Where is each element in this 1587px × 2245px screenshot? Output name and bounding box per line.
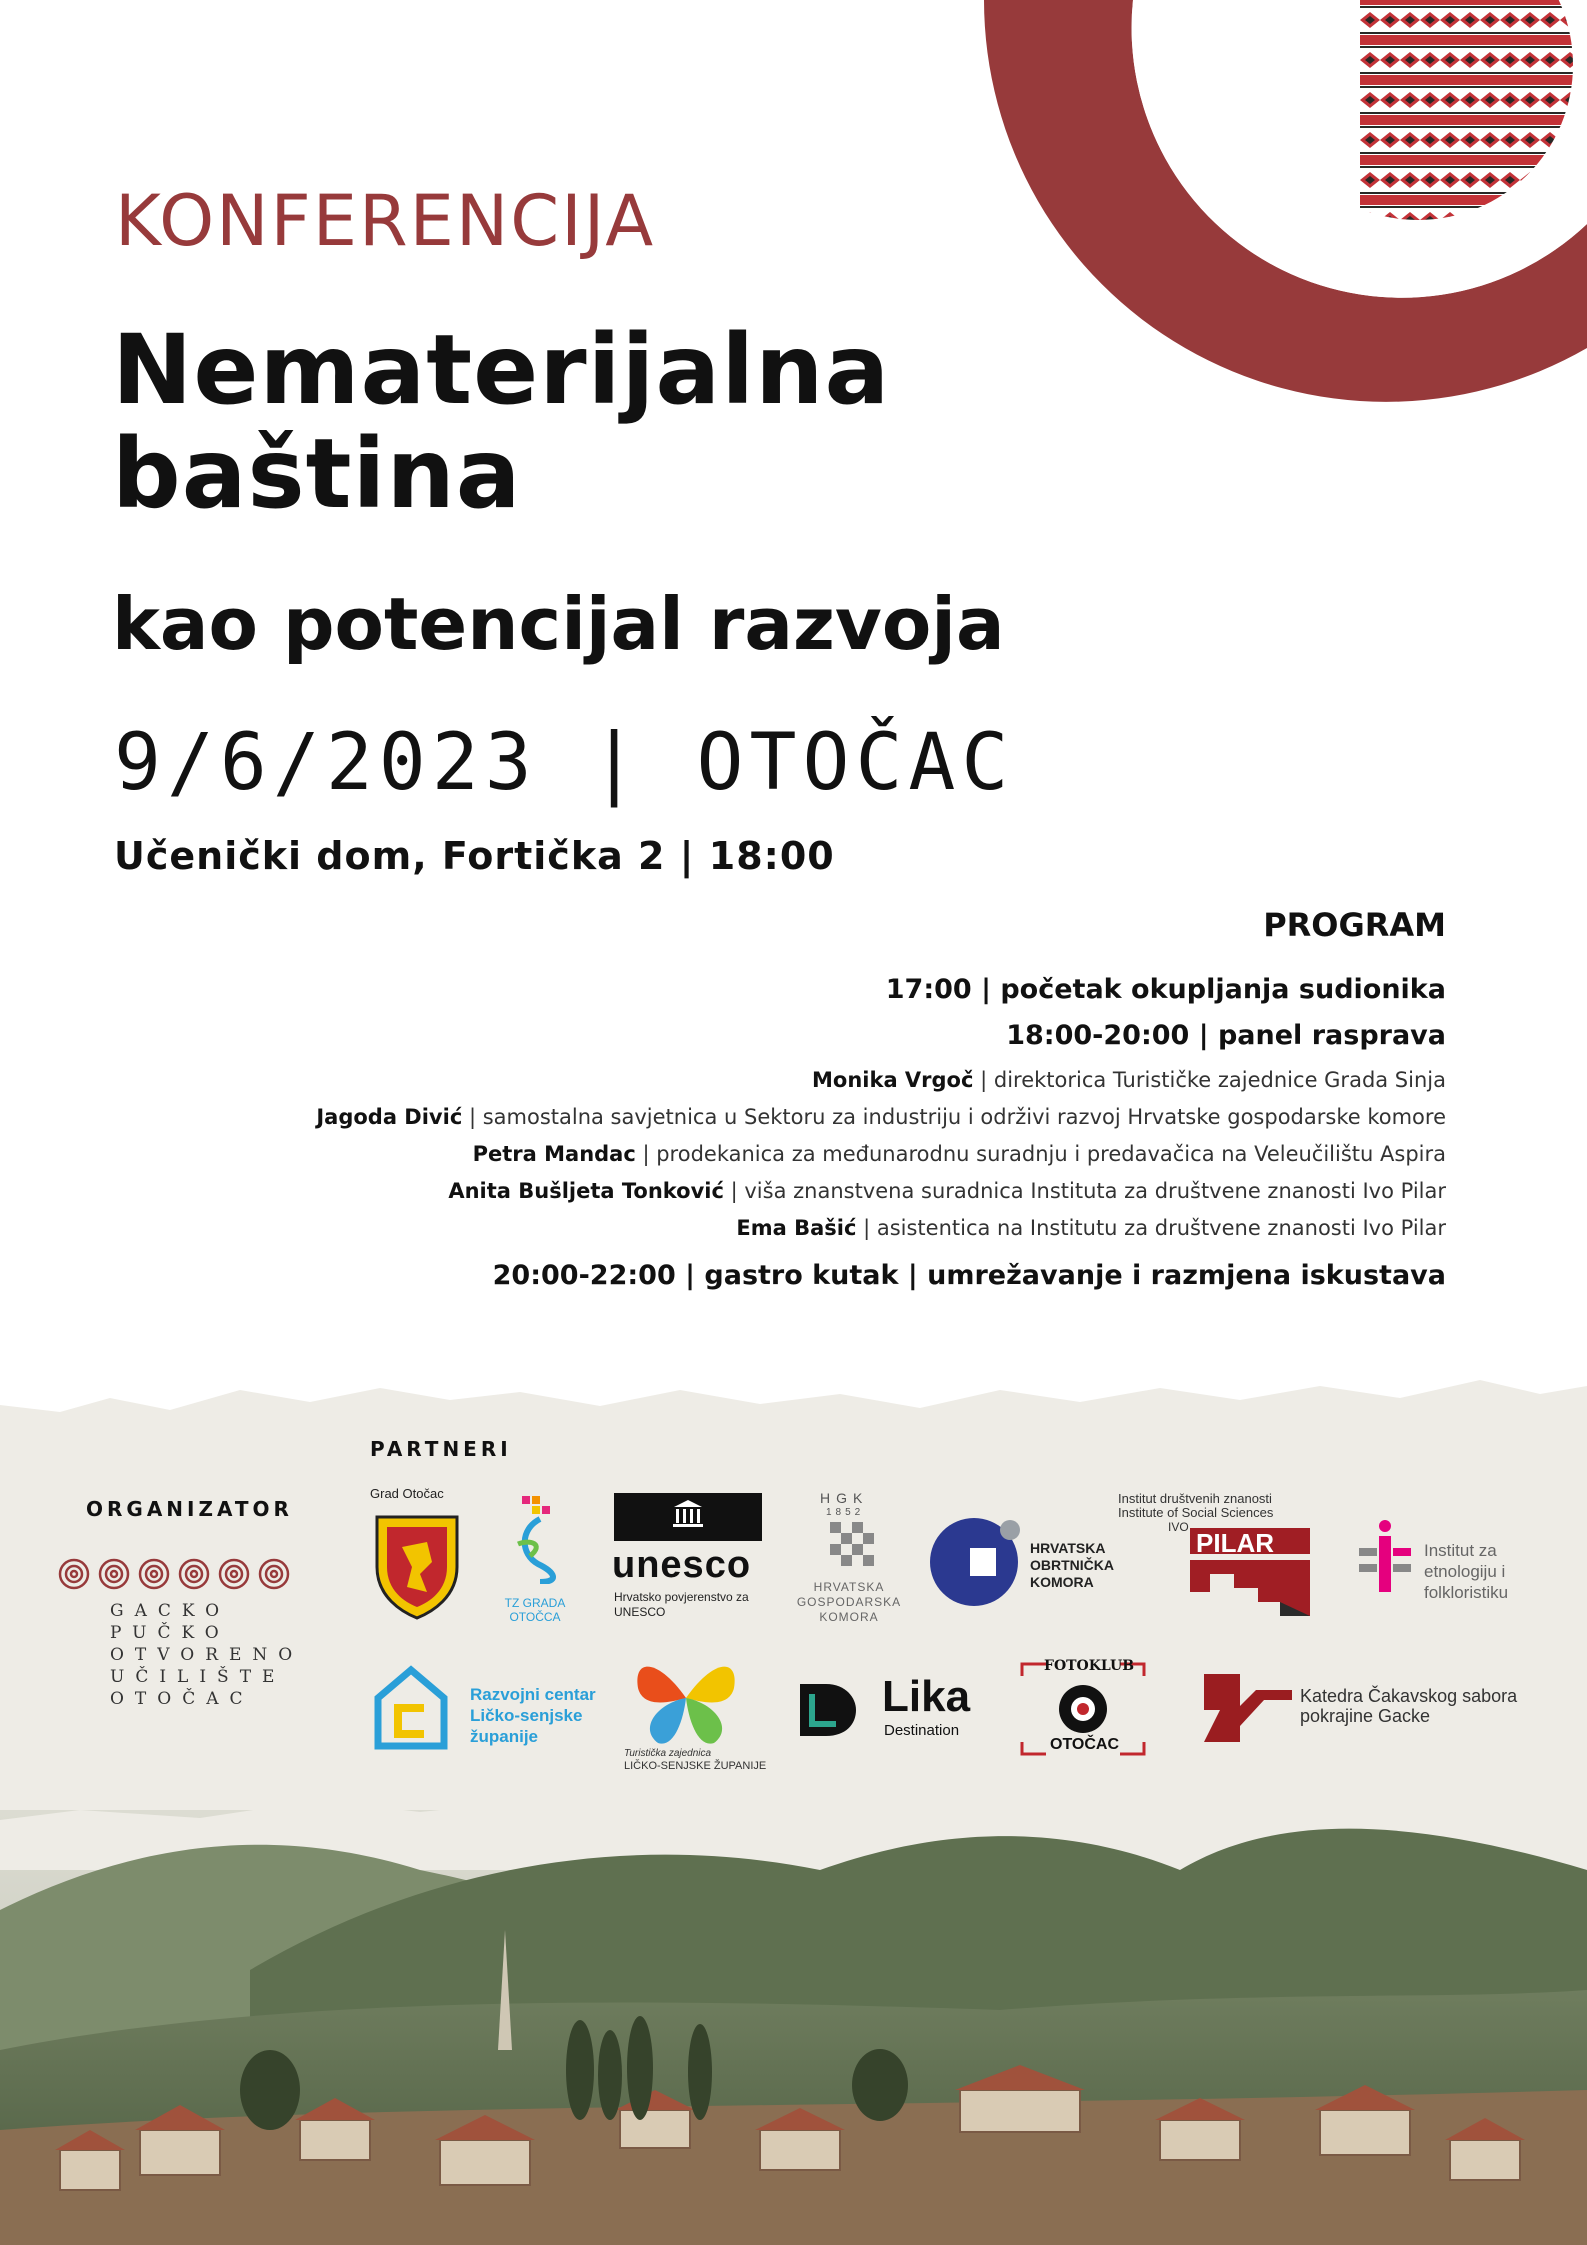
tz-lsz-caption-bottom: LIČKO-SENJSKE ŽUPANIJE [624,1760,767,1772]
speaker-name: Jagoda Divić [316,1105,463,1129]
speaker-line [448,1179,1446,1203]
speaker-line [736,1216,1446,1240]
hgk-caption: HRVATSKA GOSPODARSKA KOMORA [796,1580,902,1624]
pilar-name-hr: Institut društvenih znanosti [1118,1491,1272,1506]
event-venue: Učenički dom, Fortička 2 | 18:00 [114,834,835,878]
organizer-name-line: PUČKO [110,1623,230,1643]
hgk-acronym: HGK [820,1490,869,1506]
hgk-checkerboard-icon [830,1522,874,1574]
grad-otocac-caption: Grad Otočac [370,1486,444,1501]
event-kicker: KONFERENCIJA [115,180,656,262]
fotoklub-caption-bottom: OTOČAC [1050,1736,1120,1753]
speaker-line [316,1105,1446,1129]
program-line-closing: 20:00-22:00 | gastro kutak | umrežavanje i razmjena iskustava [492,1260,1446,1291]
hok-caption: HRVATSKA OBRTNIČKA KOMORA [1030,1540,1114,1590]
organizer-spiral-logo [56,1552,296,1596]
unesco-caption: Hrvatsko povjerenstvo za UNESCO [614,1590,749,1619]
pilar-heading [1118,1492,1273,1520]
ief-caption: Institut za etnologiju i folkloristiku [1424,1541,1509,1602]
event-date-place: 9/6/2023 | OTOČAC [114,718,1015,808]
speaker-role: | asistentica na Institutu za društvene znanosti Ivo Pilar [856,1216,1446,1240]
speaker-name: Anita Bušljeta Tonković [448,1179,724,1203]
tz-lsz-butterfly-logo [628,1648,744,1748]
unesco-wordmark: unesco [612,1544,752,1586]
lika-subtitle: Destination [884,1722,960,1739]
hgk-year: 1852 [826,1507,865,1518]
lika-destination-icon [796,1680,860,1740]
program-heading: PROGRAM [1263,906,1446,944]
rc-lsz-caption: Razvojni centar Ličko-senjske županije [470,1685,596,1746]
fotoklub-caption-top: FOTOKLUB [1044,1658,1135,1674]
title-line-2: baština [112,418,522,530]
katedra-caption: Katedra Čakavskog sabora pokrajine Gacke [1300,1686,1518,1726]
pilar-wordmark: PILAR [1196,1528,1274,1558]
ief-logo [1355,1520,1415,1600]
organizer-name-line: OTOČAC [110,1689,254,1709]
organizer-name [110,1600,303,1710]
grad-otocac-crest [372,1512,462,1622]
title-line-1: Nematerijalna [112,314,891,426]
program-line-start: 17:00 | početak okupljanja sudionika [885,974,1446,1005]
tz-otocac-caption: TZ GRADA OTOČCA [504,1596,566,1624]
speaker-role: | viša znanstvena suradnica Instituta za društvene znanosti Ivo Pilar [723,1179,1446,1203]
organizer-name-line: UČILIŠTE [110,1667,286,1687]
bottom-landscape [0,1350,1587,2245]
event-title [112,314,891,530]
speaker-role: | prodekanica za međunarodnu suradnju i predavačica na Veleučilištu Aspira [635,1142,1446,1166]
speaker-line [473,1142,1446,1166]
speaker-role: | samostalna savjetnica u Sektoru za industriju i održivi razvoj Hrvatske gospodarske komore [462,1105,1446,1129]
organizer-name-line: OTVORENO [110,1645,304,1665]
rc-lsz-logo [374,1664,448,1750]
speaker-role: | direktorica Turističke zajednice Grada Sinja [973,1068,1446,1092]
program-line-panel: 18:00-20:00 | panel rasprava [1006,1020,1446,1051]
organizer-name-line: GACKO [110,1601,231,1621]
speaker-name: Petra Mandac [472,1142,636,1166]
partners-label: PARTNERI [370,1437,512,1461]
tz-otocac-logo [500,1494,570,1584]
hok-logo [930,1512,1024,1606]
speaker-line [812,1068,1446,1092]
unesco-temple-icon [614,1493,762,1541]
katedra-logo [1200,1670,1296,1746]
pilar-ivo: IVO [1168,1520,1189,1534]
tz-lsz-caption-top: Turistička zajednica [624,1748,712,1759]
pilar-name-en: Institute of Social Sciences [1118,1505,1274,1520]
organizer-label: ORGANIZATOR [86,1497,293,1521]
lika-wordmark: Lika [882,1672,971,1721]
event-subtitle: kao potencijal razvoja [112,582,1005,666]
speaker-name: Ema Bašić [736,1216,857,1240]
speaker-name: Monika Vrgoč [812,1068,974,1092]
